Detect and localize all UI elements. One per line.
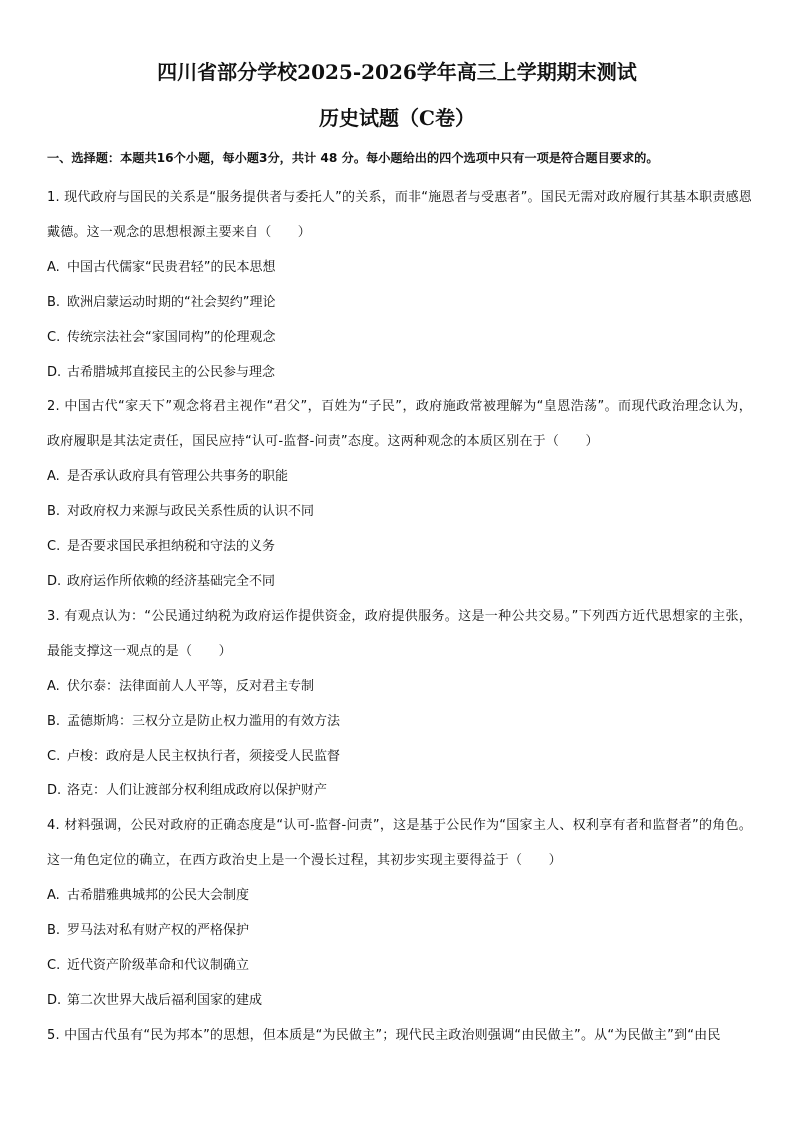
option-text: 欧洲启蒙运动时期的“社会契约”理论 — [67, 294, 276, 310]
question-stem: 1. 现代政府与国民的关系是“服务提供者与委托人”的关系，而非“施恩者与受惠者”。国民无需对政府履行其基本职责感恩戴德。这一观念的思想根源主要来自（ ） — [47, 190, 752, 240]
option-label: A. — [47, 888, 60, 904]
option-label: D. — [47, 573, 62, 589]
option-label: D. — [47, 783, 62, 799]
option-d — [47, 565, 752, 600]
option-text: 是否承认政府具有管理公共事务的职能 — [67, 469, 289, 485]
option-label: B. — [47, 294, 61, 310]
question-3 — [47, 600, 752, 809]
option-text: 中国古代儒家“民贵君轻”的民本思想 — [67, 259, 276, 275]
option-label: C. — [47, 957, 61, 973]
option-label: C. — [47, 539, 61, 555]
option-c — [47, 949, 752, 984]
question-stem: 4. 材料强调，公民对政府的正确态度是“认可-监督-问责”，这是基于公民作为“国家主人、权利享有者和监督者”的角色。这一角色定位的确立，在西方政治史上是一个漫长过程，其初步实现主要得益于（ ） — [47, 818, 752, 869]
option-label: A. — [47, 469, 60, 485]
option-text: 洛克：人们让渡部分权利组成政府以保护财产 — [67, 783, 328, 799]
option-c — [47, 530, 752, 565]
option-text: 古希腊城邦直接民主的公民参与理念 — [67, 364, 276, 380]
question-list — [47, 181, 752, 1054]
option-label: A. — [47, 259, 60, 275]
question-4 — [47, 809, 752, 1018]
section-heading: 一、选择题：本题共16个小题，每小题3分，共计 48 分。每小题给出的四个选项中只有一项是符合题目要求的。 — [47, 151, 659, 165]
option-text: 罗马法对私有财产权的严格保护 — [67, 923, 250, 939]
question-1 — [47, 181, 752, 390]
option-b — [47, 914, 752, 949]
option-label: B. — [47, 713, 61, 729]
question-2 — [47, 390, 752, 599]
question-stem: 5. 中国古代虽有“民为邦本”的思想，但本质是“为民做主”；现代民主政治则强调“由民做主”。从“为民做主”到“由民 — [47, 1027, 721, 1043]
option-label: D. — [47, 992, 62, 1008]
option-text: 第二次世界大战后福利国家的建成 — [67, 992, 263, 1008]
question-stem: 2. 中国古代“家天下”观念将君主视作“君父”，百姓为“子民”，政府施政常被理解为“皇恩浩荡”。而现代政治理念认为，政府履职是其法定责任，国民应持“认可-监督-问责”态度。这两种观念的本质区别在于（ ） — [47, 399, 752, 450]
exam-subtitle: 历史试题（C卷） — [319, 106, 475, 130]
option-b — [47, 705, 752, 740]
option-label: C. — [47, 748, 61, 764]
option-c — [47, 740, 752, 775]
option-text: 政府运作所依赖的经济基础完全不同 — [67, 573, 276, 589]
option-a — [47, 251, 752, 286]
option-label: B. — [47, 923, 61, 939]
option-d — [47, 984, 752, 1019]
option-text: 近代资产阶级革命和代议制确立 — [67, 957, 250, 973]
option-d — [47, 774, 752, 809]
option-text: 对政府权力来源与政民关系性质的认识不同 — [67, 504, 315, 520]
option-a — [47, 670, 752, 705]
option-text: 伏尔泰：法律面前人人平等，反对君主专制 — [67, 678, 315, 694]
option-a — [47, 879, 752, 914]
option-text: 传统宗法社会“家国同构”的伦理观念 — [67, 329, 276, 345]
option-text: 是否要求国民承担纳税和守法的义务 — [67, 539, 276, 555]
question-5 — [47, 1019, 752, 1054]
option-b — [47, 286, 752, 321]
question-stem: 3. 有观点认为：“公民通过纳税为政府运作提供资金，政府提供服务。这是一种公共交易。”下列西方近代思想家的主张，最能支撑这一观点的是（ ） — [47, 608, 752, 659]
option-b — [47, 495, 752, 530]
option-label: D. — [47, 364, 62, 380]
option-label: B. — [47, 504, 61, 520]
option-text: 孟德斯鸠：三权分立是防止权力滥用的有效方法 — [67, 713, 341, 729]
option-label: C. — [47, 329, 61, 345]
option-label: A. — [47, 678, 60, 694]
exam-title: 四川省部分学校2025-2026学年高三上学期期末测试 — [157, 60, 637, 84]
option-d — [47, 356, 752, 391]
option-c — [47, 321, 752, 356]
option-text: 古希腊雅典城邦的公民大会制度 — [67, 888, 250, 904]
option-text: 卢梭：政府是人民主权执行者，须接受人民监督 — [67, 748, 341, 764]
option-a — [47, 460, 752, 495]
